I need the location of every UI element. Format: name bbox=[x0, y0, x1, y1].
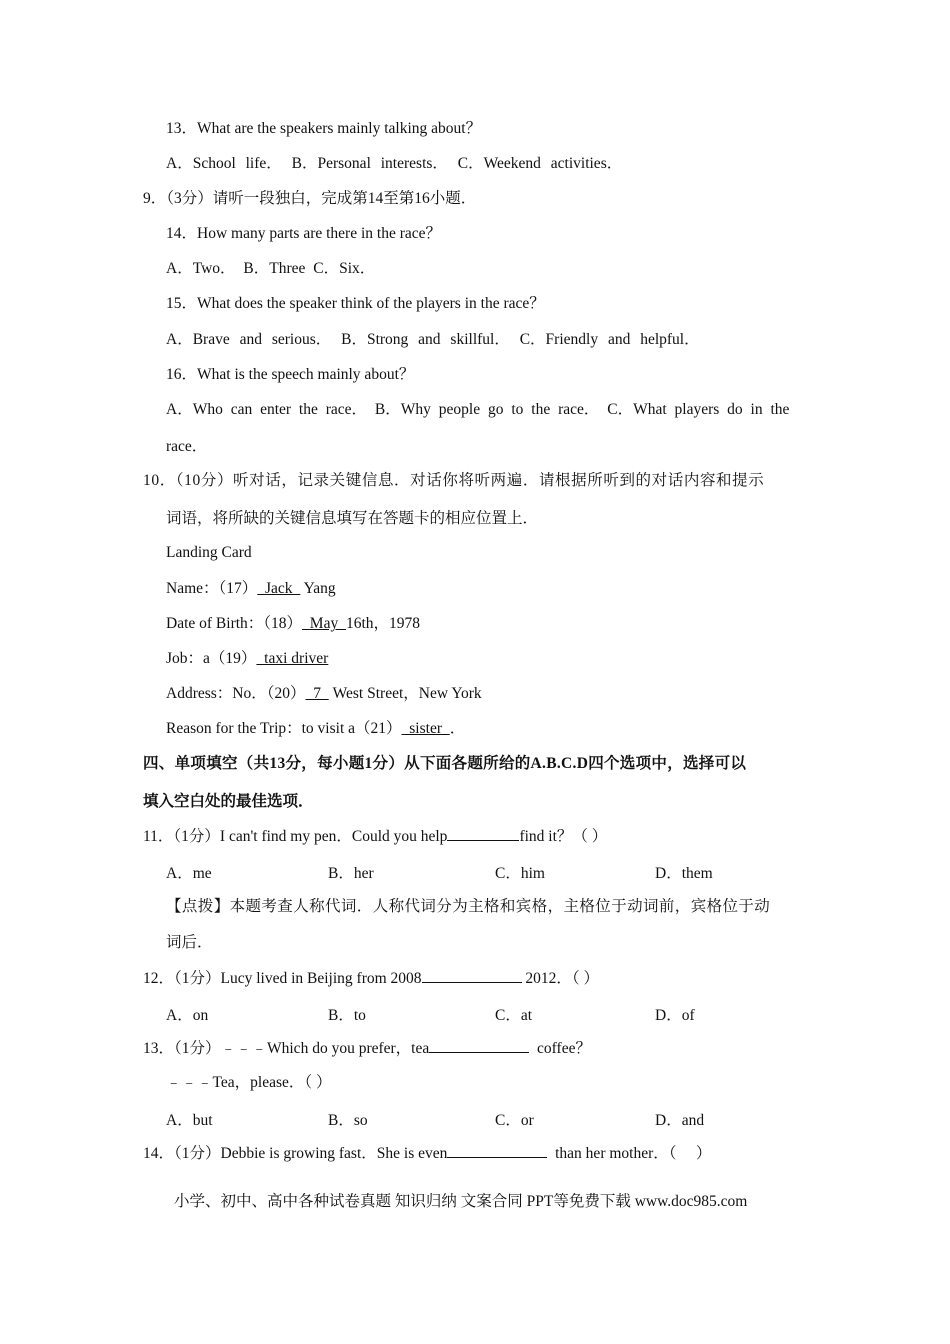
section-10-header-cont: 词语，将所缺的关键信息填写在答题卡的相应位置上． bbox=[166, 510, 539, 527]
question-13-stem-start: 13．（1分）﹣﹣﹣Which do you prefer，tea bbox=[143, 1040, 430, 1057]
question-16-options: A．Who can enter the race． B．Why people go to the race． C．What players do in the bbox=[166, 401, 790, 418]
landing-card-job-row bbox=[166, 649, 328, 669]
question-13-stem bbox=[143, 1038, 591, 1059]
question-12-stem bbox=[143, 968, 599, 989]
reason-suffix: ． bbox=[449, 720, 466, 737]
name-suffix: Yang bbox=[300, 580, 336, 597]
question-14-stem-end: than her mother．（ ） bbox=[547, 1145, 712, 1162]
question-12-option-d: D．of bbox=[655, 1007, 695, 1024]
question-16-options-continued: race． bbox=[166, 438, 208, 455]
dob-suffix: 16th，1978 bbox=[345, 615, 421, 632]
question-11-option-a: A．me bbox=[166, 865, 212, 882]
question-11-option-b: B．her bbox=[328, 865, 374, 882]
name-answer: Jack bbox=[257, 580, 301, 597]
question-12-option-b: B．to bbox=[328, 1007, 366, 1024]
question-15-listening: 15．What does the speaker think of the players in the race？ bbox=[166, 295, 545, 312]
section-9-header: 9．（3分）请听一段独白，完成第14至第16小题． bbox=[143, 190, 477, 207]
reason-label: Reason for the Trip：to visit a（21） bbox=[166, 720, 402, 737]
job-answer: taxi driver bbox=[256, 650, 329, 667]
answer-blank bbox=[447, 826, 519, 841]
landing-card-name-row bbox=[166, 579, 336, 599]
question-13-reply: ﹣﹣﹣Tea，please．（ ） bbox=[166, 1074, 332, 1091]
name-label: Name：（17） bbox=[166, 580, 258, 597]
question-14-stem-start: 14．（1分）Debbie is growing fast．She is even bbox=[143, 1145, 448, 1162]
answer-blank bbox=[447, 1143, 547, 1158]
question-11-stem-end: find it？（ ） bbox=[519, 828, 608, 845]
question-11-hint-cont: 词后． bbox=[166, 934, 213, 951]
question-13-options: A．School life． B．Personal interests． C．Weekend activities． bbox=[166, 155, 623, 172]
question-11-option-c: C．him bbox=[495, 865, 545, 882]
section-10-header: 10．（10分）听对话，记录关键信息．对话你将听两遍．请根据所听到的对话内容和提示 bbox=[143, 472, 765, 489]
part-4-header-cont: 填入空白处的最佳选项． bbox=[143, 793, 314, 810]
question-13-stem-end: coffee？ bbox=[529, 1040, 591, 1057]
page-footer: 小学、初中、高中各种试卷真题 知识归纳 文案合同 PPT等免费下载 www.doc985.com bbox=[174, 1193, 748, 1210]
address-suffix: West Street，New York bbox=[328, 685, 482, 702]
landing-card-dob-row bbox=[166, 614, 420, 634]
question-11-stem-start: 11．（1分）I can't find my pen．Could you help bbox=[143, 828, 448, 845]
landing-card-address-row bbox=[166, 684, 482, 704]
part-4-header: 四、单项填空（共13分，每小题1分）从下面各题所给的A.B.C.D四个选项中，选择可以 bbox=[143, 755, 747, 772]
question-12-option-a: A．on bbox=[166, 1007, 209, 1024]
question-12-stem-end: 2012．（ ） bbox=[521, 970, 600, 987]
reason-answer: sister bbox=[401, 720, 450, 737]
landing-card-title: Landing Card bbox=[166, 544, 252, 561]
address-answer: 7 bbox=[305, 685, 329, 702]
question-13-option-d: D．and bbox=[655, 1112, 705, 1129]
question-13-listening: 13．What are the speakers mainly talking about？ bbox=[166, 120, 482, 137]
dob-answer: May bbox=[302, 615, 346, 632]
landing-card-reason-row bbox=[166, 719, 465, 739]
question-13-option-a: A．but bbox=[166, 1112, 213, 1129]
question-12-stem-start: 12．（1分）Lucy lived in Beijing from 2008 bbox=[143, 970, 422, 987]
answer-blank bbox=[422, 968, 522, 983]
question-14-options: A．Two． B．Three C．Six． bbox=[166, 260, 376, 277]
question-16-listening: 16．What is the speech mainly about？ bbox=[166, 366, 415, 383]
question-14-listening: 14．How many parts are there in the race？ bbox=[166, 225, 442, 242]
question-14-stem bbox=[143, 1143, 711, 1164]
question-11-stem bbox=[143, 826, 607, 847]
question-13-option-c: C．or bbox=[495, 1112, 534, 1129]
question-11-option-d: D．them bbox=[655, 865, 713, 882]
dob-label: Date of Birth：（18） bbox=[166, 615, 303, 632]
question-15-options: A．Brave and serious． B．Strong and skillful． C．Friendly and helpful． bbox=[166, 331, 700, 348]
address-label: Address：No．（20） bbox=[166, 685, 306, 702]
question-12-option-c: C．at bbox=[495, 1007, 533, 1024]
question-11-hint: 【点拨】本题考查人称代词．人称代词分为主格和宾格，主格位于动词前，宾格位于动 bbox=[166, 898, 771, 915]
answer-blank bbox=[429, 1038, 529, 1053]
job-label: Job：a（19） bbox=[166, 650, 257, 667]
question-13-option-b: B．so bbox=[328, 1112, 368, 1129]
